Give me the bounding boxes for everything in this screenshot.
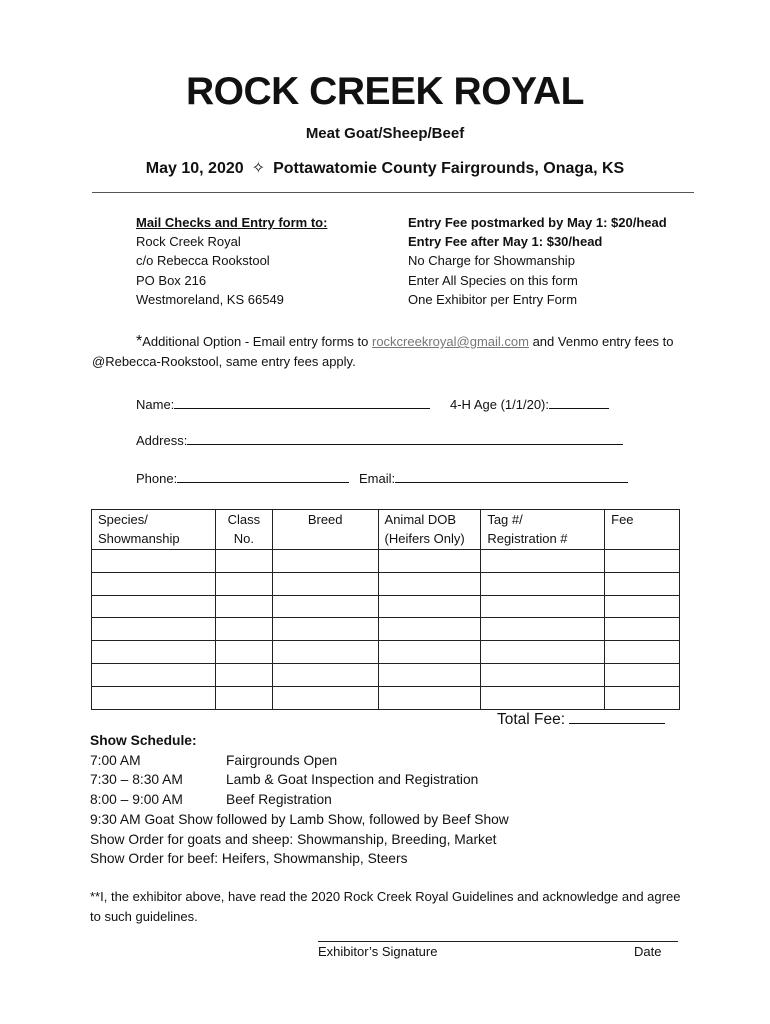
- table-header-row: [92, 510, 680, 550]
- table-row[interactable]: [92, 572, 680, 595]
- event-dateline: [0, 158, 770, 178]
- schedule-item: 7:30 – 8:30 AM Lamb & Goat Inspection and Registration: [90, 772, 479, 788]
- total-fee-blank[interactable]: [569, 709, 665, 724]
- table-row[interactable]: [92, 595, 680, 618]
- entry-table: [91, 509, 680, 710]
- column-header-species: Species/ Showmanship: [92, 510, 216, 550]
- email-link[interactable]: rockcreekroyal@gmail.com: [372, 334, 529, 349]
- fee-early: Entry Fee postmarked by May 1: $20/head: [408, 215, 667, 230]
- address-blank[interactable]: [187, 432, 623, 445]
- age-blank[interactable]: [549, 396, 609, 409]
- show-schedule: [90, 731, 509, 869]
- mail-address-block: [136, 213, 327, 309]
- table-row[interactable]: [92, 641, 680, 664]
- additional-option-note: [92, 332, 692, 371]
- age-field[interactable]: [450, 396, 609, 412]
- column-header-tag: Tag #/ Registration #: [481, 510, 605, 550]
- fee-species-note: Enter All Species on this form: [408, 272, 578, 288]
- asterisk: *: [136, 333, 143, 350]
- email-blank[interactable]: [395, 470, 628, 483]
- total-fee-label: Total Fee:: [497, 711, 570, 728]
- column-header-fee: Fee: [605, 510, 680, 550]
- table-row[interactable]: [92, 663, 680, 686]
- signature-label: Exhibitor’s Signature: [318, 944, 438, 959]
- age-label: 4-H Age (1/1/20):: [450, 397, 549, 412]
- address-label: Address:: [136, 433, 188, 448]
- date-label: Date: [634, 944, 662, 959]
- total-fee[interactable]: [497, 709, 665, 729]
- mail-line: c/o Rebecca Rookstool: [136, 253, 270, 269]
- note-text: Additional Option - Email entry forms to: [142, 334, 372, 349]
- email-label: Email:: [359, 471, 396, 486]
- schedule-beef-order: Show Order for beef: Heifers, Showmanship, Steers: [90, 851, 408, 867]
- form-subtitle: Meat Goat/Sheep/Beef: [305, 125, 465, 142]
- email-field[interactable]: [359, 470, 628, 486]
- column-header-dob: Animal DOB (Heifers Only): [378, 510, 481, 550]
- column-header-breed: Breed: [272, 510, 378, 550]
- table-row[interactable]: [92, 618, 680, 641]
- schedule-show-line: 9:30 AM Goat Show followed by Lamb Show, followed by Beef Show: [90, 811, 509, 827]
- schedule-item: 7:00 AM Fairgrounds Open: [90, 752, 338, 768]
- fee-late: Entry Fee after May 1: $30/head: [408, 234, 603, 250]
- name-blank[interactable]: [174, 396, 430, 409]
- schedule-item: 8:00 – 9:00 AM Beef Registration: [90, 792, 332, 808]
- column-header-class: Class No.: [215, 510, 272, 550]
- event-date: May 10, 2020: [145, 160, 244, 177]
- acknowledgment-text: **I, the exhibitor above, have read the 2020 Rock Creek Royal Guidelines and acknowledge and agree to such guidelines.: [90, 889, 681, 924]
- star-icon: ✧: [251, 160, 266, 177]
- schedule-heading: Show Schedule:: [90, 733, 197, 748]
- mail-heading: Mail Checks and Entry form to:: [136, 215, 328, 230]
- mail-line: Rock Creek Royal: [136, 234, 241, 250]
- note-text-cont: and Venmo entry fees to @Rebecca-Rookstool, same entry fees apply.: [92, 334, 674, 369]
- phone-blank[interactable]: [177, 470, 349, 483]
- name-field[interactable]: [136, 396, 430, 412]
- fee-exhibitor-note: One Exhibitor per Entry Form: [408, 291, 578, 307]
- phone-label: Phone:: [136, 471, 178, 486]
- address-field[interactable]: [136, 432, 623, 448]
- fee-info-block: [408, 213, 667, 309]
- form-title: ROCK CREEK ROYAL: [186, 70, 584, 113]
- mail-line: Westmoreland, KS 66549: [136, 291, 284, 307]
- name-label: Name:: [136, 397, 175, 412]
- mail-line: PO Box 216: [136, 272, 207, 288]
- header-divider: [92, 192, 694, 193]
- event-location: Pottawatomie County Fairgrounds, Onaga, KS: [273, 160, 625, 177]
- table-row[interactable]: [92, 686, 680, 709]
- phone-field[interactable]: [136, 470, 349, 486]
- schedule-goat-sheep-order: Show Order for goats and sheep: Showmanship, Breeding, Market: [90, 831, 497, 847]
- fee-showmanship: No Charge for Showmanship: [408, 253, 575, 269]
- signature-line[interactable]: [318, 941, 678, 942]
- table-row[interactable]: [92, 550, 680, 573]
